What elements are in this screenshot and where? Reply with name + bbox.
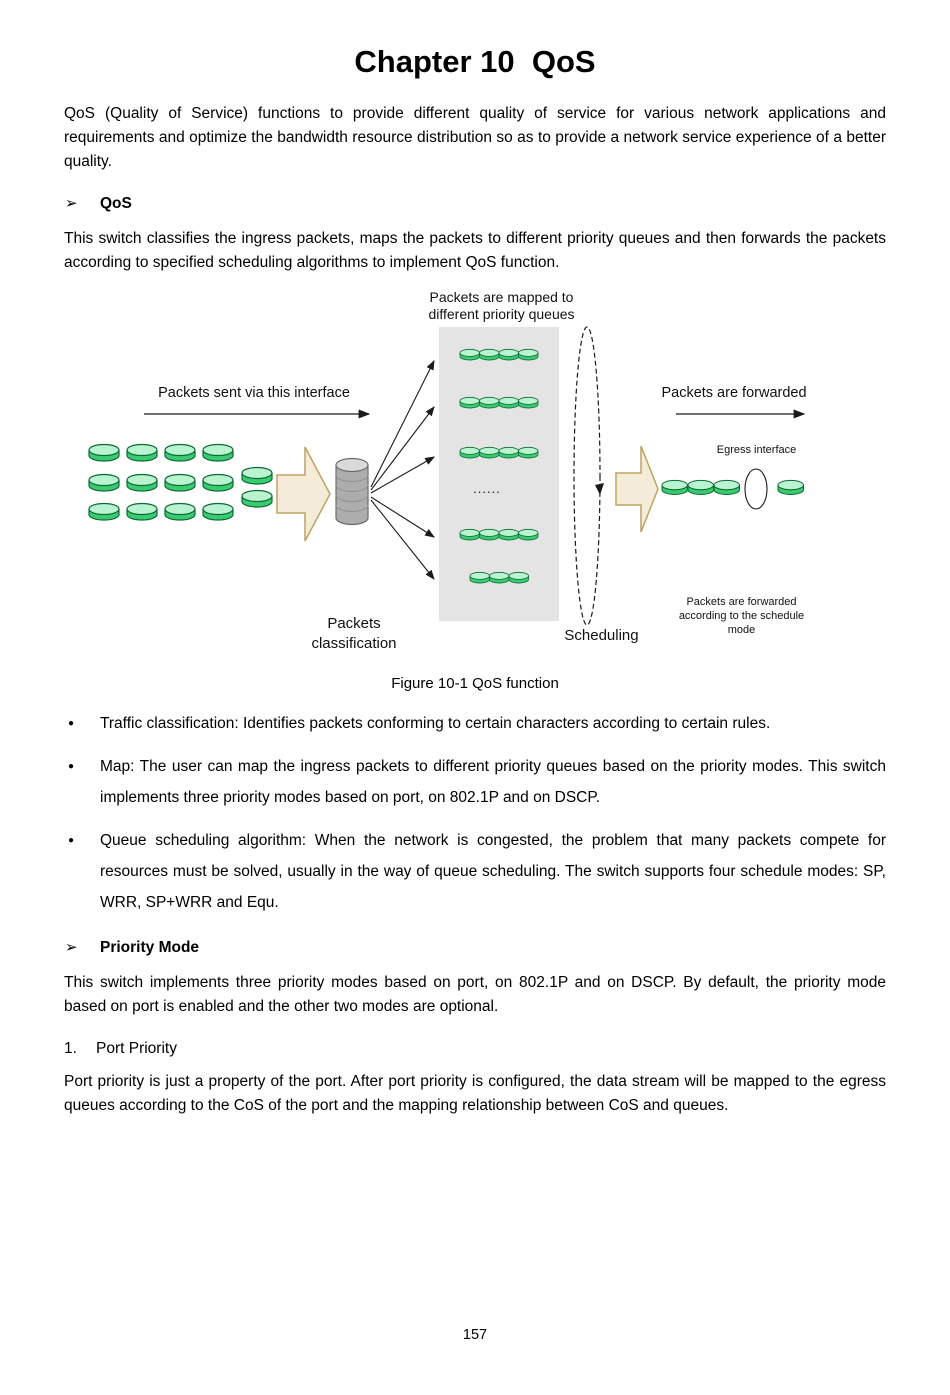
bullet-text: Traffic classification: Identifies packets conforming to certain characters according to certain rules. [100, 715, 771, 732]
classification-fan-arrows [371, 361, 434, 579]
label-sent-interface: Packets sent via this interface [158, 385, 350, 401]
bullet-map [64, 751, 886, 813]
qos-subheading-label: QoS [100, 195, 132, 212]
qos-description-paragraph: This switch classifies the ingress packets, maps the packets to different priority queues and then forwards the packets according to specified scheduling algorithms to implement QoS function. [64, 230, 886, 271]
forwarded-packet-cylinder [778, 480, 804, 494]
label-mapped-queues: Packets are mapped to different priority queues [428, 289, 575, 322]
label-packets-classification: Packets classification [311, 615, 397, 653]
ingress-packets-cluster [89, 445, 272, 521]
priority-mode-subheading-label: Priority Mode [100, 939, 200, 956]
port-priority-heading [64, 1037, 886, 1060]
bullet-icon: ● [68, 761, 75, 772]
forward-block-arrow [616, 446, 658, 532]
feature-bullet-list [64, 708, 886, 918]
qos-function-figure [64, 289, 886, 669]
label-schedule-mode: Packets are forwarded according to the schedule mode [678, 596, 805, 636]
bullet-icon: ● [68, 835, 75, 846]
arrow-list-marker-icon: ➢ [65, 195, 78, 212]
port-priority-paragraph: Port priority is just a property of the port. After port priority is configured, the data stream will be mapped to the egress queues according to the CoS of the port and the mapping relationship between CoS and queues. [64, 1073, 886, 1114]
bullet-queue-scheduling [64, 825, 886, 918]
bullet-text: Map: The user can map the ingress packets to different priority queues based on the priority modes. This switch implements three priority modes based on port, on 802.1P and on DSCP. [100, 758, 886, 806]
ingress-interface-cylinder [336, 459, 368, 525]
figure-caption: Figure 10-1 QoS function [391, 675, 559, 692]
egress-packets [662, 480, 740, 494]
label-egress-interface: Egress interface [716, 444, 797, 456]
list-number: 1. [64, 1040, 77, 1057]
page-number: 157 [462, 1327, 488, 1343]
intro-paragraph: QoS (Quality of Service) functions to provide different quality of service for various network applications and requirements and optimize the bandwidth resource distribution so as to provide a network service experience of a better quality. [64, 105, 886, 170]
label-scheduling: Scheduling [564, 627, 639, 644]
bullet-text: Queue scheduling algorithm: When the network is congested, the problem that many packets compete for resources must be solved, usually in the way of queue scheduling. The switch supports four schedule modes: SP, WRR, SP+WRR and Equ. [100, 832, 886, 911]
port-priority-heading-label: Port Priority [96, 1040, 177, 1057]
arrow-list-marker-icon: ➢ [65, 939, 78, 956]
egress-interface-ellipse [745, 469, 767, 509]
scheduling-ellipse [574, 327, 600, 625]
classification-block-arrow [277, 447, 330, 541]
qos-subheading [64, 192, 886, 215]
label-packets-forwarded: Packets are forwarded [661, 385, 807, 401]
chapter-title: Chapter 10 QoS [354, 44, 596, 79]
priority-mode-subheading [64, 936, 886, 959]
priority-mode-paragraph: This switch implements three priority modes based on port, on 802.1P and on DSCP. By default, the priority mode based on port is enabled and the other two modes are optional. [64, 974, 886, 1015]
bullet-traffic-classification [64, 708, 886, 739]
bullet-icon: ● [68, 718, 75, 729]
scheduling-direction-arrowhead [595, 483, 604, 495]
label-queue-ellipsis: ...... [473, 481, 501, 496]
